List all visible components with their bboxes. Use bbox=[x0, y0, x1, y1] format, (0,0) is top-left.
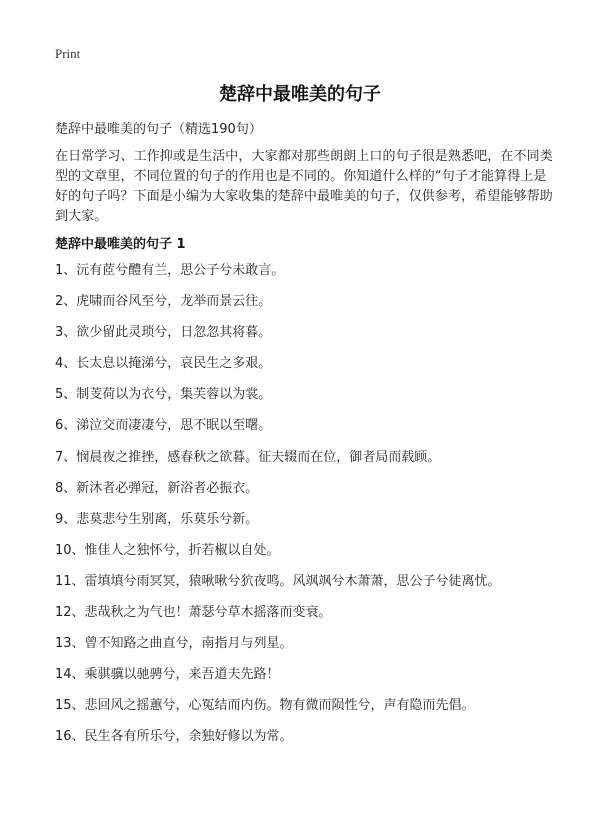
section-heading: 楚辞中最唯美的句子 1 bbox=[55, 237, 186, 252]
list-item: 6、涕泣交而凄凄兮，思不眠以至曙。 bbox=[55, 418, 272, 434]
list-item: 10、惟佳人之独怀兮，折若椒以自处。 bbox=[55, 542, 280, 558]
list-item: 5、制芰荷以为衣兮，集芙蓉以为裳。 bbox=[55, 387, 272, 403]
document-subtitle: 楚辞中最唯美的句子（精选190句） bbox=[55, 122, 262, 137]
print-link[interactable]: Print bbox=[55, 46, 81, 61]
list-item: 15、悲回风之摇蕙兮，心冤结而内伤。物有微而陨性兮，声有隐而先倡。 bbox=[55, 698, 475, 714]
list-item: 16、民生各有所乐兮，余独好修以为常。 bbox=[55, 729, 293, 745]
list-item: 3、欲少留此灵琐兮，日忽忽其将暮。 bbox=[55, 325, 272, 341]
list-item: 12、悲哉秋之为气也！萧瑟兮草木摇落而变衰。 bbox=[55, 605, 332, 621]
list-item: 1、沅有茝兮醴有兰，思公子兮未敢言。 bbox=[55, 263, 285, 278]
list-item: 2、虎啸而谷风至兮，龙举而景云往。 bbox=[55, 294, 272, 310]
list-item: 8、新沐者必弹冠，新浴者必振衣。 bbox=[55, 480, 259, 496]
list-item: 7、悯晨夜之推挫，感春秋之欲暮。征夫辍而在位，御者局而载顾。 bbox=[55, 449, 441, 465]
list-item: 4、长太息以掩涕兮，哀民生之多艰。 bbox=[55, 356, 272, 372]
intro-paragraph: 在日常学习、工作抑或是生活中，大家都对那些朗朗上口的句子很是熟悉吧，在不同类型的文章里，不同位置的句子的作用也是不同的。你知道什么样的“句子才能算得上是好的句子吗？下面是小编为大家收集的楚辞中最唯美的句子，仅供参考，希望能够帮助到大家。 bbox=[55, 149, 553, 224]
list-item: 13、曾不知路之曲直兮，南指月与列星。 bbox=[55, 636, 293, 652]
list-item: 14、乘骐骥以驰骋兮，来吾道夫先路！ bbox=[55, 667, 280, 683]
document-title: 楚辞中最唯美的句子 bbox=[219, 84, 381, 105]
list-item: 9、悲莫悲兮生别离，乐莫乐兮新。 bbox=[55, 511, 259, 527]
list-item: 11、雷填填兮雨冥冥，猿啾啾兮狖夜鸣。风飒飒兮木萧萧，思公子兮徒离忧。 bbox=[55, 573, 501, 589]
sentence-list bbox=[55, 262, 565, 760]
